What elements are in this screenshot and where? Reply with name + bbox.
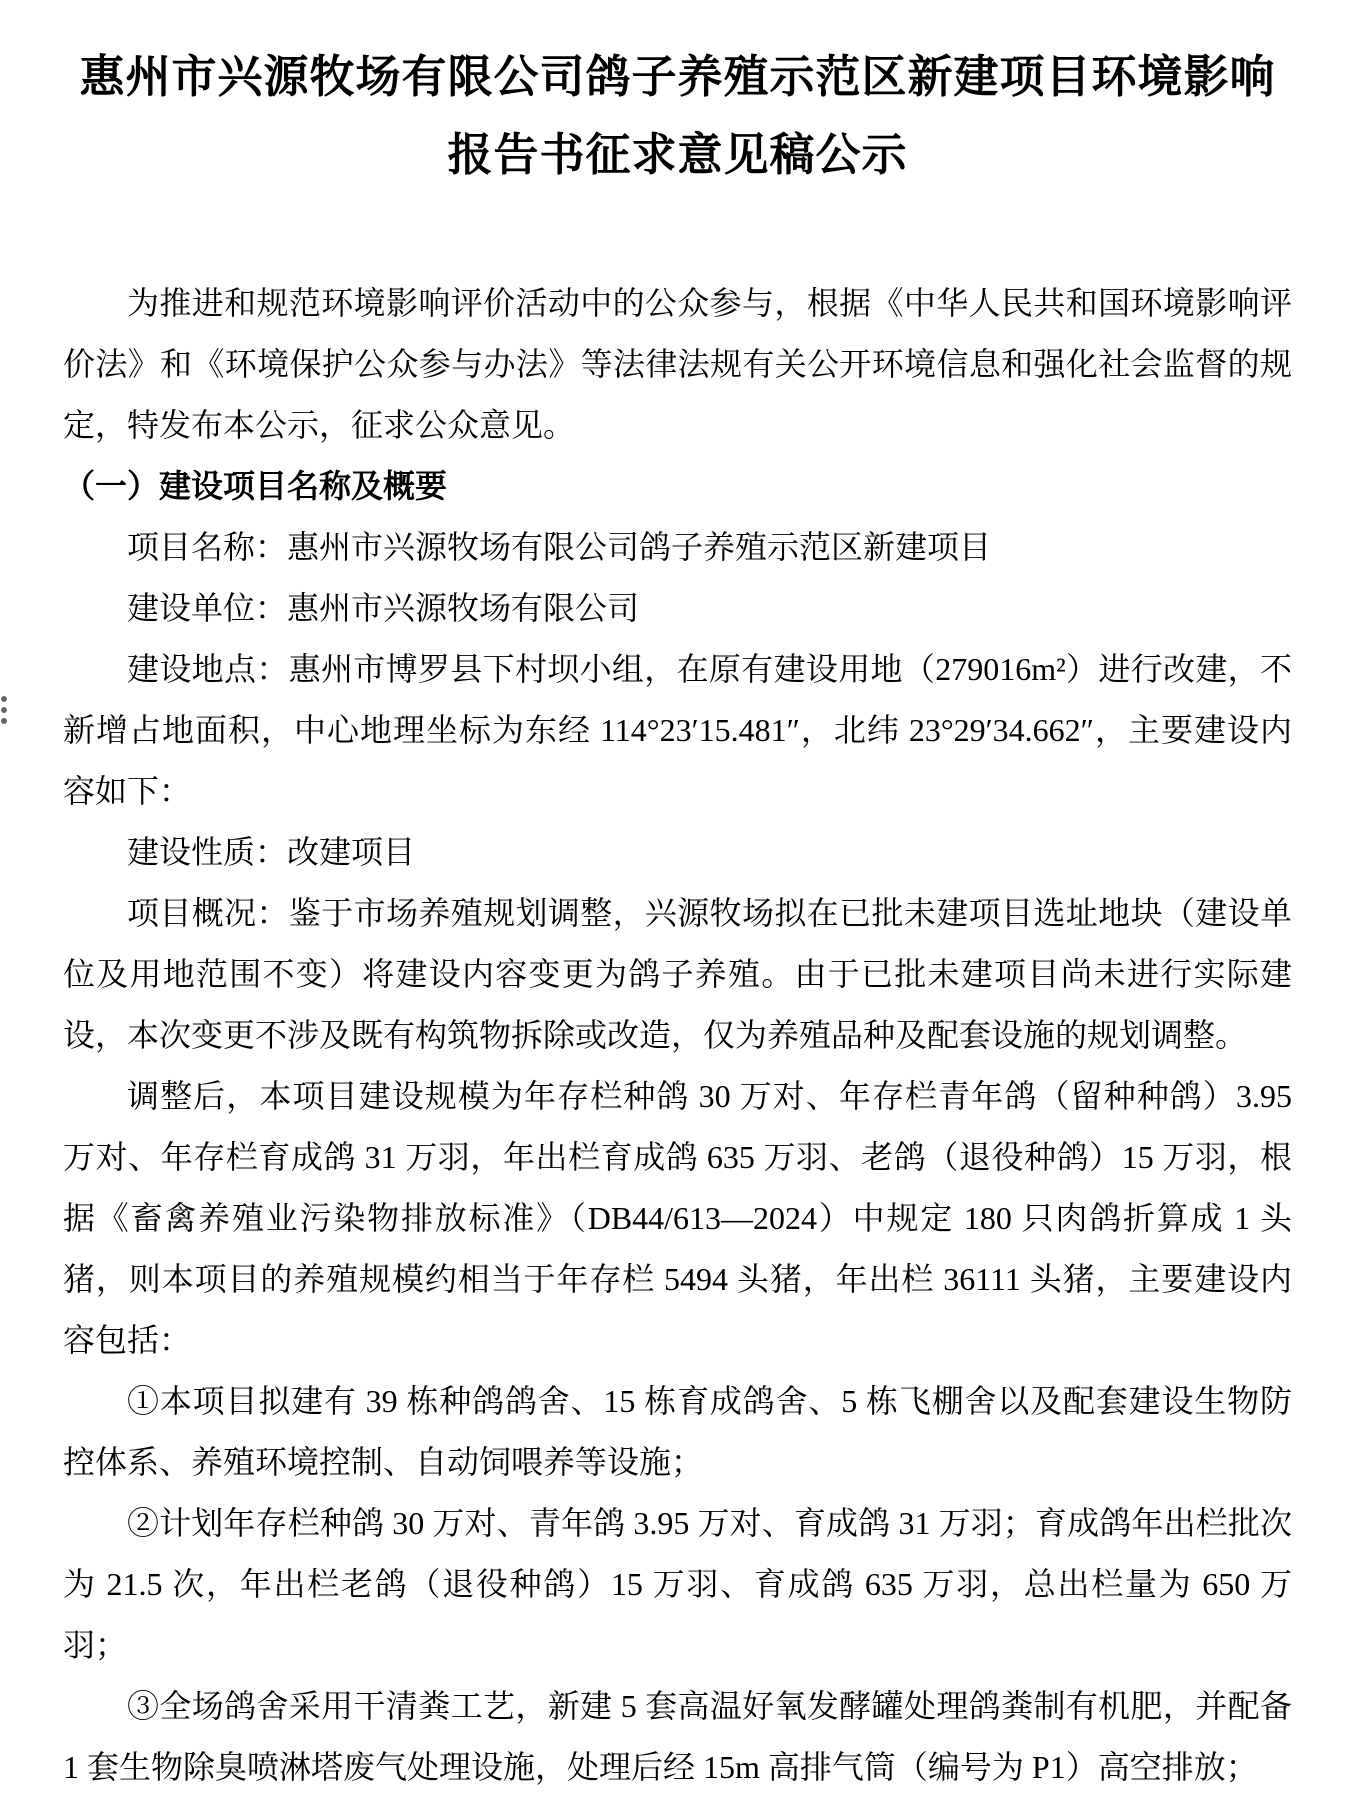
section-1-heading: （一）建设项目名称及概要 bbox=[63, 468, 448, 504]
nature-line: 建设性质：改建项目 bbox=[127, 834, 416, 870]
location-paragraph: 建设地点：惠州市博罗县下村坝小组，在原有建设用地（279016m²）进行改建，不新增占地面积，中心地理坐标为东经 114°23′15.481″，北纬 23°29′34.662″，主要建设内容如下： bbox=[63, 651, 1292, 809]
notice-body bbox=[63, 273, 1292, 1798]
document-page bbox=[0, 38, 1355, 1785]
overview-paragraph: 项目概况：鉴于市场养殖规划调整，兴源牧场拟在已批未建项目选址地块（建设单位及用地范围不变）将建设内容变更为鸽子养殖。由于已批未建项目尚未进行实际建设，本次变更不涉及既有构筑物拆除或改造，仅为养殖品种及配套设施的规划调整。 bbox=[63, 895, 1292, 1053]
title-line-2: 报告书征求意见稿公示 bbox=[447, 129, 908, 180]
title-line-1: 惠州市兴源牧场有限公司鸽子养殖示范区新建项目环境影响 bbox=[79, 51, 1276, 102]
handle-dot bbox=[1, 707, 7, 713]
block-handle-icon[interactable] bbox=[1, 696, 7, 724]
handle-dot bbox=[1, 696, 7, 702]
item-3-paragraph: ③全场鸽舍采用干清粪工艺，新建 5 套高温好氧发酵罐处理鸽粪制有机肥，并配备 1 套生物除臭喷淋塔废气处理设施，处理后经 15m 高排气筒（编号为 P1）高空排放； bbox=[63, 1688, 1292, 1785]
construction-unit-line: 建设单位：惠州市兴源牧场有限公司 bbox=[127, 590, 640, 626]
item-2-paragraph: ②计划年存栏种鸽 30 万对、青年鸽 3.95 万对、育成鸽 31 万羽；育成鸽年出栏批次为 21.5 次，年出栏老鸽（退役种鸽）15 万羽、育成鸽 635 万羽，总出栏量为 650 万羽； bbox=[63, 1505, 1292, 1663]
handle-dot bbox=[1, 718, 7, 724]
scale-paragraph: 调整后，本项目建设规模为年存栏种鸽 30 万对、年存栏青年鸽（留种种鸽）3.95 万对、年存栏育成鸽 31 万羽，年出栏育成鸽 635 万羽、老鸽（退役种鸽）15 万羽，根据《畜禽养殖业污染物排放标准》（DB44/613—2024）中规定 180 只肉鸽折算成 1 头猪，则本项目的养殖规模约相当于年存栏 5494 头猪，年出栏 36111 头猪，主要建设内容包括： bbox=[63, 1078, 1292, 1358]
item-1-paragraph: ①本项目拟建有 39 栋种鸽鸽舍、15 栋育成鸽舍、5 栋飞棚舍以及配套建设生物防控体系、养殖环境控制、自动饲喂养等设施； bbox=[63, 1383, 1292, 1480]
project-name-line: 项目名称：惠州市兴源牧场有限公司鸽子养殖示范区新建项目 bbox=[127, 529, 992, 565]
intro-paragraph: 为推进和规范环境影响评价活动中的公众参与，根据《中华人民共和国环境影响评价法》和《环境保护公众参与办法》等法律法规有关公开环境信息和强化社会监督的规定，特发布本公示，征求公众意见。 bbox=[63, 285, 1292, 443]
notice-title bbox=[63, 38, 1292, 194]
